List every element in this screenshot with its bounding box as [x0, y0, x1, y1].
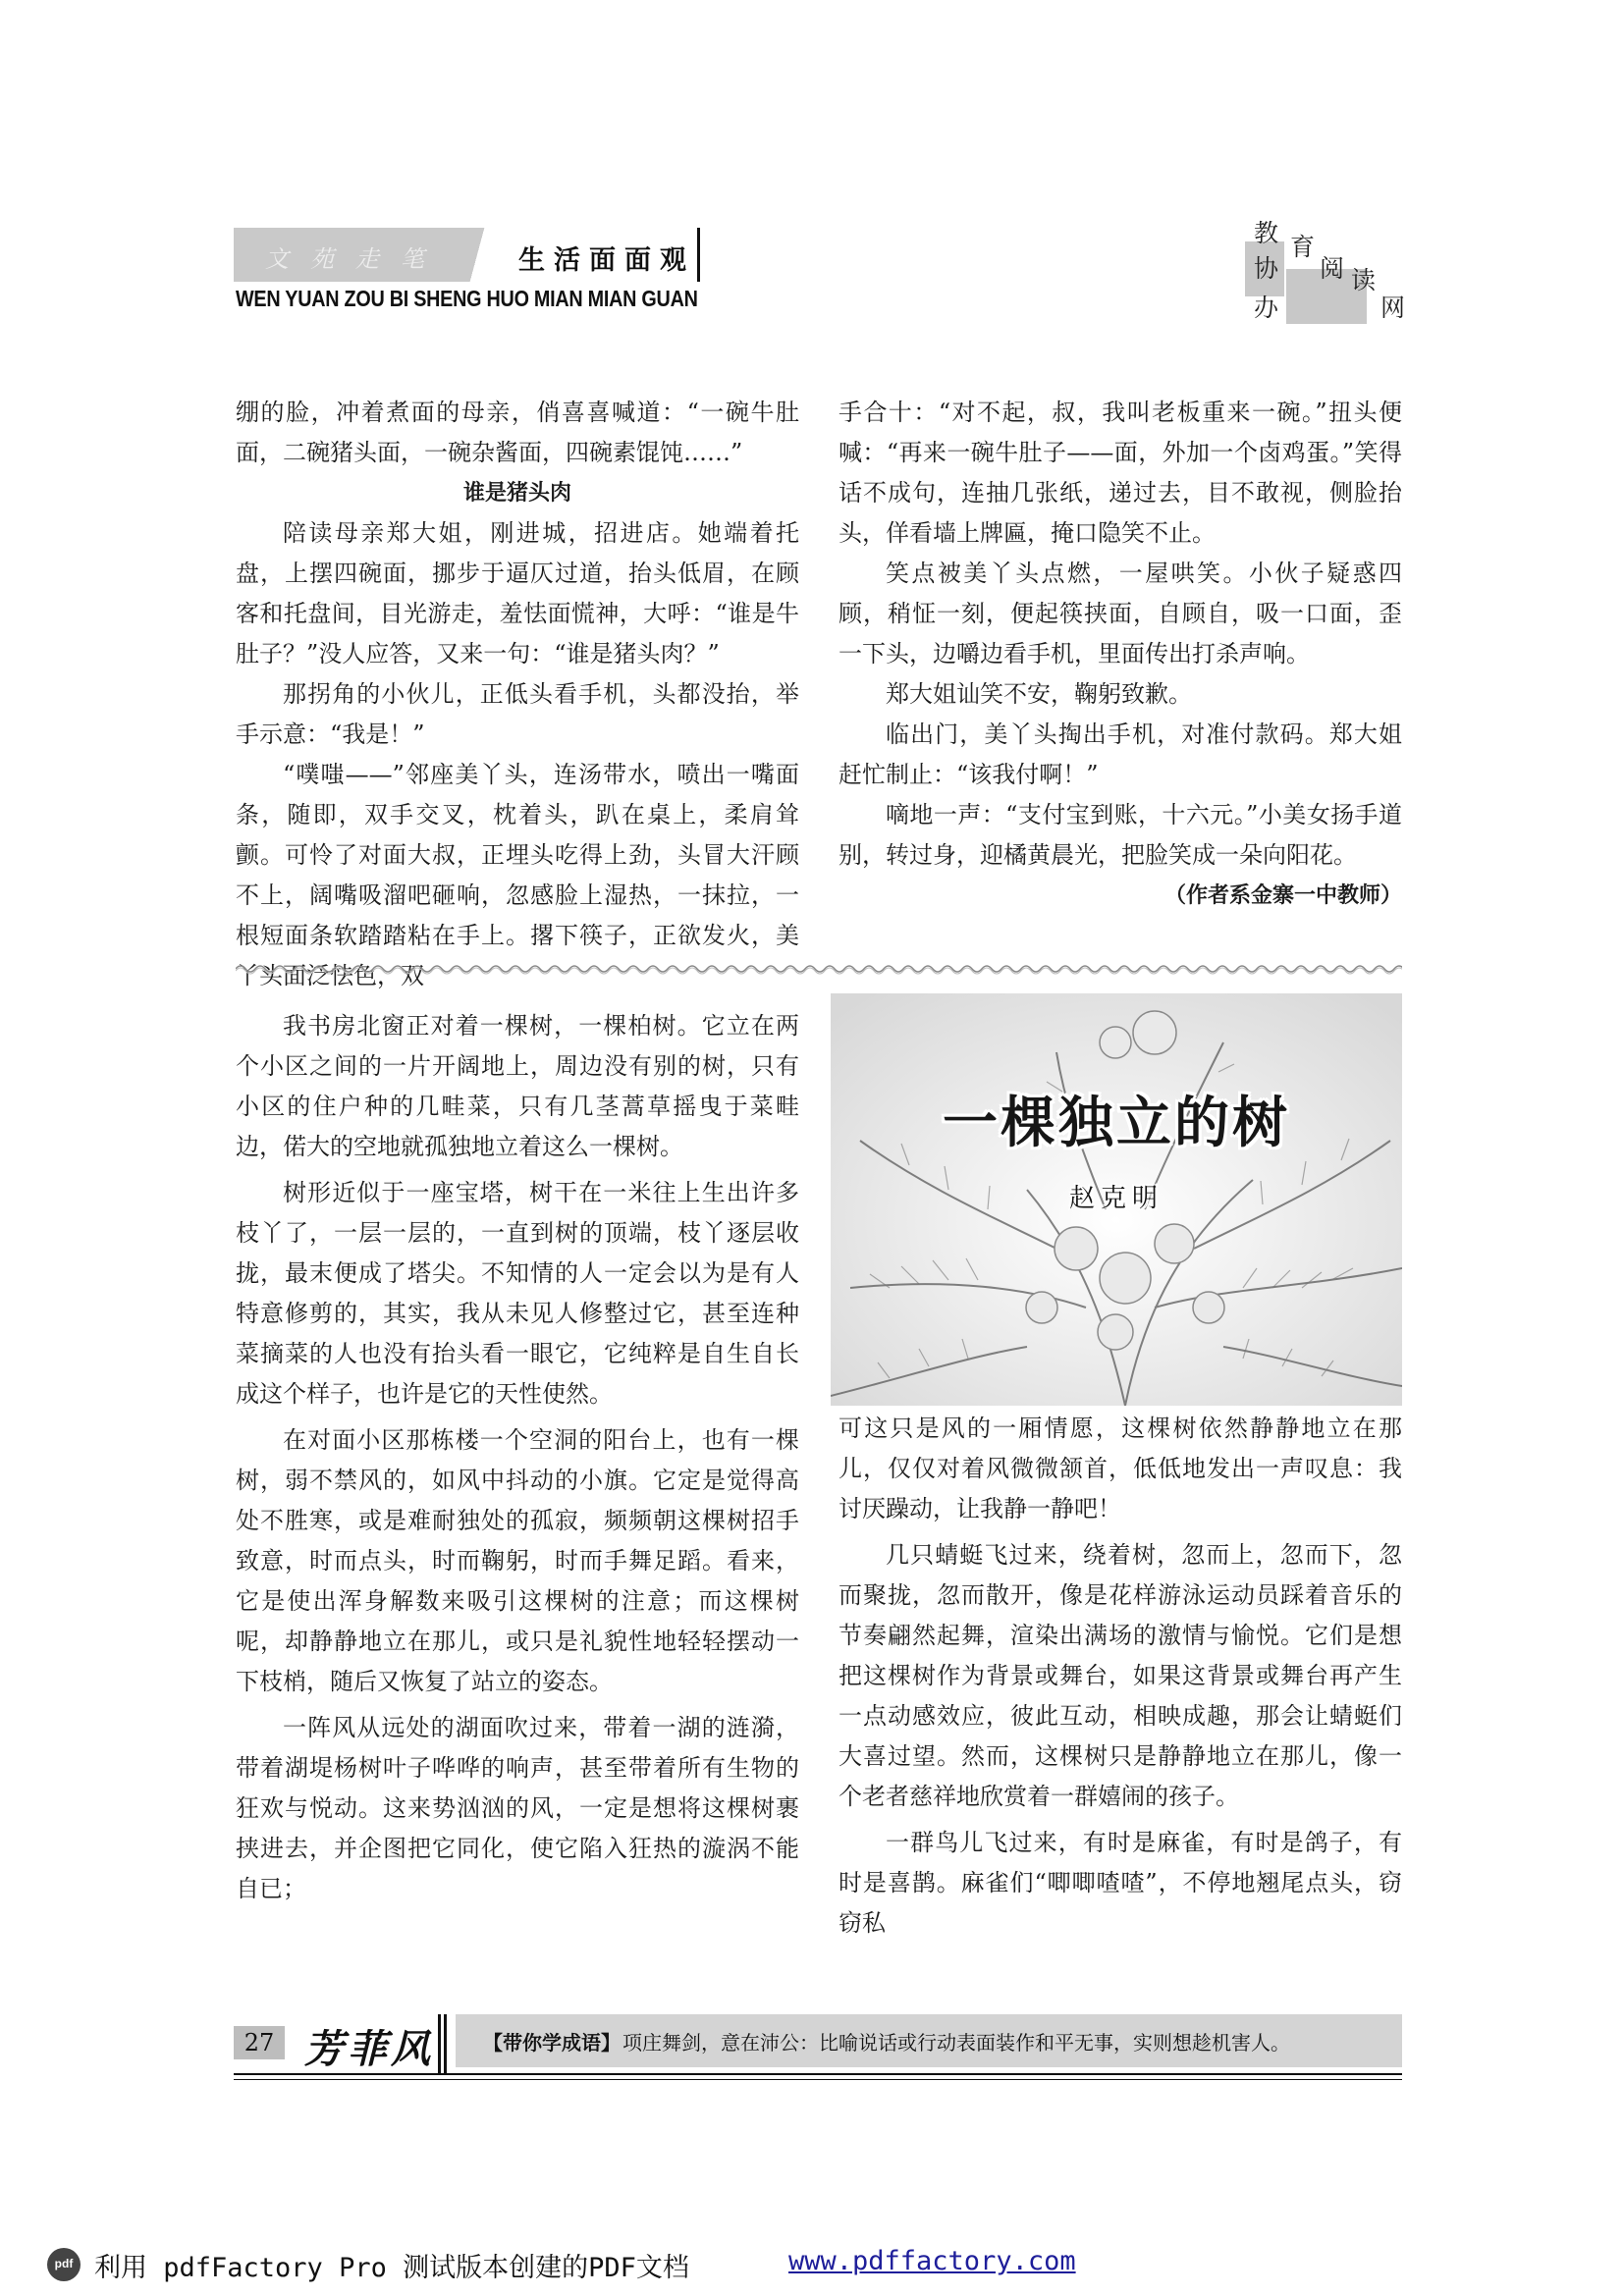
header-pinyin: WEN YUAN ZOU BI SHENG HUO MIAN MIAN GUAN: [236, 286, 698, 311]
paragraph: 笑点被美丫头点燃，一屋哄笑。小伙子疑惑四顾，稍怔一刻，便起筷挟面，自顾自，吸一口面，歪一下头，边嚼边看手机，里面传出打杀声响。: [839, 560, 1402, 667]
article-title: 一棵独立的树: [943, 1092, 1290, 1155]
author-note: （作者系金寨一中教师）: [1163, 883, 1402, 908]
footer-baseline: [234, 2079, 1402, 2080]
paragraph: 一群鸟儿飞过来，有时是麻雀，有时是鸽子，有时是喜鹊。麻雀们“唧唧喳喳”，不停地翘尾点头，窃窃私: [839, 1829, 1402, 1937]
paragraph: 郑大姐讪笑不安，鞠躬致歉。: [886, 680, 1192, 708]
banner-wedge: [448, 228, 507, 282]
paragraph: 那拐角的小伙儿，正低头看手机，头都没抬，举手示意：“我是！”: [236, 680, 799, 748]
logo-char: 教: [1254, 219, 1279, 247]
article-author: 赵克明: [1068, 1184, 1163, 1213]
story2-right-column: [839, 1409, 1402, 1944]
paragraph: 可这只是风的一厢情愿，这棵树依然静静地立在那儿，仅仅对着风微微颔首，低低地发出一声叹息：我讨厌躁动，让我静一静吧！: [839, 1415, 1402, 1522]
logo-char: 网: [1380, 294, 1406, 322]
paragraph: 在对面小区那栋楼一个空洞的阳台上，也有一棵树，弱不禁风的，如风中抖动的小旗。它定是觉得高处不胜寒，或是难耐独处的孤寂，频频朝这棵树招手致意，时而点头，时而鞠躬，时而手舞足蹈。看来，它是使出浑身解数来吸引这棵树的注意；而这棵树呢，却静静地立在那儿，或只是礼貌性地轻轻摆动一下枝梢，随后又恢复了站立的姿态。: [236, 1426, 799, 1695]
page-number: 27: [234, 2026, 285, 2059]
paragraph: 绷的脸，冲着煮面的母亲，俏喜喜喊道：“一碗牛肚面，二碗猪头面，一碗杂酱面，四碗素馄饨……”: [236, 399, 799, 466]
section-subheading: 谁是猪头肉: [462, 481, 571, 506]
watermark-link[interactable]: www.pdffactory.com: [788, 2246, 1076, 2276]
logo-char: 育: [1290, 233, 1316, 261]
footer-rule: [438, 2014, 441, 2073]
paragraph: 一阵风从远处的湖面吹过来，带着一湖的涟漪，带着湖堤杨树叶子哗哗的响声，甚至带着所有生物的狂欢与悦动。这来势汹汹的风，一定是想将这棵树裹挟进去，并企图把它同化，使它陷入狂热的漩涡不能自已；: [236, 1714, 799, 1902]
paragraph: 我书房北窗正对着一棵树，一棵柏树。它立在两个小区之间的一片开阔地上，周边没有别的树，只有小区的住户种的几畦菜，只有几茎蒿草摇曳于菜畦边，偌大的空地就孤独地立着这么一棵树。: [236, 1012, 799, 1160]
section-label: 生活面面观: [518, 245, 695, 276]
column-label: 文苑走笔: [265, 245, 446, 273]
publisher-logo: [1245, 214, 1412, 322]
paragraph: 陪读母亲郑大姐，刚进城，招进店。她端着托盘，上摆四碗面，挪步于逼仄过道，抬头低眉，在顾客和托盘间，目光游走，羞怯面慌神，大呼：“谁是牛肚子？”没人应答，又来一句：“谁是猪头肉？”: [236, 519, 799, 667]
paragraph: 临出门，美丫头掏出手机，对准付款码。郑大姐赶忙制止：“该我付啊！”: [839, 721, 1402, 788]
logo-char: 办: [1254, 294, 1279, 322]
footer-baseline: [234, 2073, 1402, 2075]
story2-left-column: [236, 1006, 799, 1909]
watermark-text: 利用 pdfFactory Pro 测试版本创建的PDF文档: [94, 2253, 689, 2283]
story1-right-column: [839, 393, 1402, 916]
idiom-label: 【带你学成语】: [483, 2031, 621, 2055]
banner-rule: [697, 228, 700, 282]
footer-rule: [444, 2014, 447, 2073]
paragraph: 手合十：“对不起，叔，我叫老板重来一碗。”扭头便喊：“再来一碗牛肚子——面，外加一个卤鸡蛋。”笑得话不成句，连抽几张纸，递过去，目不敢视，侧脸抬头，佯看墙上牌匾，掩口隐笑不止。: [839, 399, 1402, 547]
paragraph: “噗嗤——”邻座美丫头，连汤带水，喷出一嘴面条，随即，双手交叉，枕着头，趴在桌上，柔肩耸颤。可怜了对面大叔，正埋头吃得上劲，头冒大汗顾不上，阔嘴吸溜吧砸响，忽感脸上湿热，一抹拉，一根短面条软踏踏粘在手上。撂下筷子，正欲发火，美丫头面泛怯色，双: [236, 761, 799, 989]
logo-char: 读: [1351, 266, 1377, 294]
page-footer: [234, 2014, 1402, 2077]
header-banner: [234, 228, 705, 282]
section-divider: [236, 962, 1402, 976]
idiom-text: 项庄舞剑，意在沛公：比喻说话或行动表面装作和平无事，实则想趁机害人。: [622, 2031, 1290, 2055]
story1-left-column: [236, 393, 799, 996]
pdf-icon: pdf: [47, 2248, 81, 2281]
publication-name: 芳菲风: [304, 2026, 434, 2072]
idiom-bar: [456, 2014, 1402, 2067]
logo-char: 协: [1254, 254, 1279, 283]
title-illustration: [831, 993, 1402, 1406]
paragraph: 几只蜻蜓飞过来，绕着树，忽而上，忽而下，忽而聚拢，忽而散开，像是花样游泳运动员踩着音乐的节奏翩然起舞，渲染出满场的激情与愉悦。它们是想把这棵树作为背景或舞台，如果这背景或舞台再产生一点动感效应，彼此互动，相映成趣，那会让蜻蜓们大喜过望。然而，这棵树只是静静地立在那儿，像一个老者慈祥地欣赏着一群嬉闹的孩子。: [839, 1541, 1402, 1810]
logo-char: 阅: [1320, 254, 1345, 283]
paragraph: 嘀地一声：“支付宝到账，十六元。”小美女扬手道别，转过身，迎橘黄晨光，把脸笑成一朵向阳花。: [839, 801, 1402, 869]
paragraph: 树形近似于一座宝塔，树干在一米往上生出许多枝丫了，一层一层的，一直到树的顶端，枝丫逐层收拢，最末便成了塔尖。不知情的人一定会以为是有人特意修剪的，其实，我从未见人修整过它，甚至连种菜摘菜的人也没有抬头看一眼它，它纯粹是自生自长成这个样子，也许是它的天性使然。: [236, 1179, 799, 1408]
